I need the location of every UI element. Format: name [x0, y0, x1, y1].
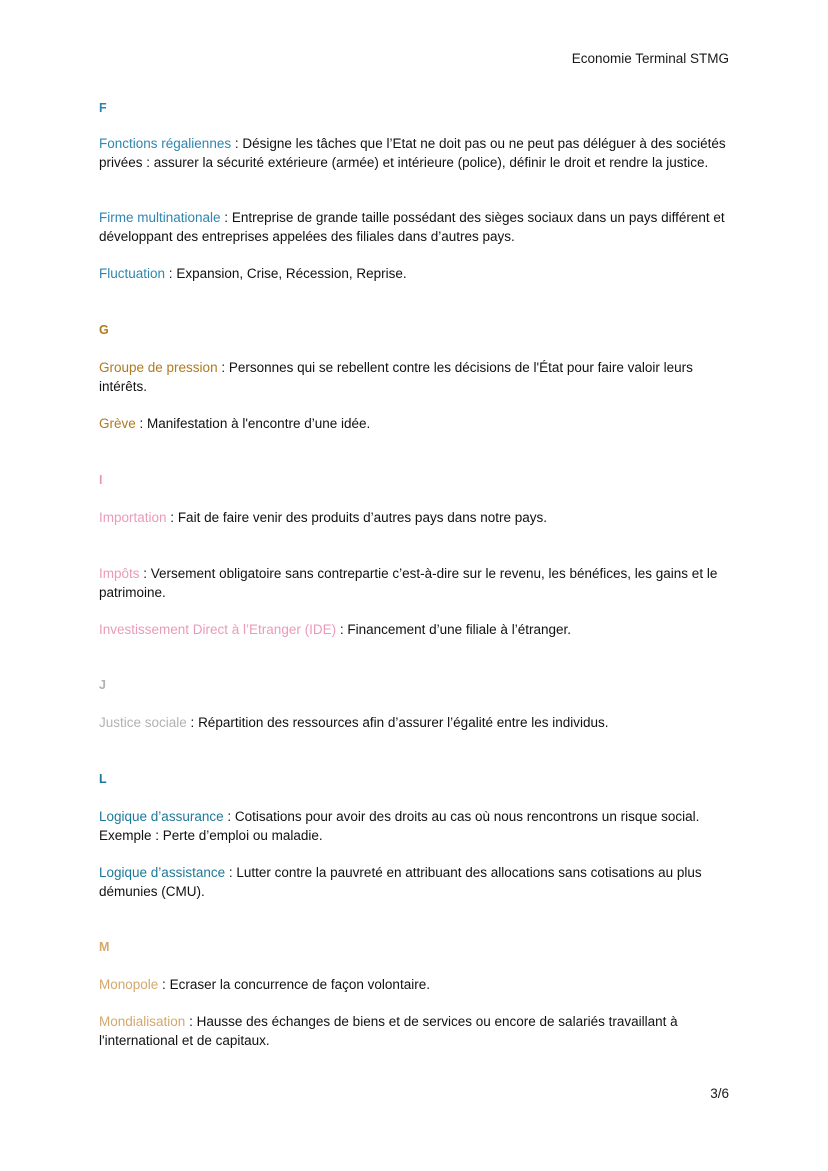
glossary-definition: Désigne les tâches que l’Etat ne doit pas ou ne peut pas déléguer à des sociétés privées : assurer la sécurité extérieure (armée) et intérieure (police), définir le droit et rendre la justice. — [99, 136, 726, 170]
glossary-definition: Expansion, Crise, Récession, Reprise. — [176, 266, 407, 281]
glossary-definition: Répartition des ressources afin d’assurer l’égalité entre les individus. — [198, 715, 609, 730]
glossary-term: Impôts — [99, 566, 140, 581]
glossary-term: Importation — [99, 510, 167, 525]
glossary-definition-example: Exemple : Perte d’emploi ou maladie. — [99, 827, 323, 843]
term-separator: : — [135, 416, 148, 431]
term-separator: : — [165, 266, 177, 281]
glossary-definition: Cotisations pour avoir des droits au cas où nous rencontrons un risque social. — [234, 809, 700, 824]
glossary-term: Monopole — [99, 977, 159, 992]
glossary-term: Groupe de pression — [99, 360, 218, 375]
glossary-term: Fluctuation — [99, 266, 166, 281]
section-letter-l: L — [99, 772, 107, 786]
term-separator: : — [220, 210, 232, 225]
page-header: Economie Terminal STMG — [571, 51, 729, 66]
glossary-definition: Lutter contre la pauvreté en attribuant des allocations sans cotisations au plus démunies (CMU). — [99, 865, 702, 899]
glossary-term: Logique d’assistance — [99, 865, 226, 880]
glossary-entry-justice-sociale — [99, 714, 739, 733]
glossary-term: Mondialisation — [99, 1014, 186, 1029]
glossary-entry-fonctions-regaliennes — [99, 135, 739, 172]
glossary-entry-groupe-de-pression — [99, 359, 739, 396]
glossary-definition: Versement obligatoire sans contrepartie c’est-à-dire sur le revenu, les bénéfices, les gains et le patrimoine. — [99, 566, 718, 600]
glossary-term: Firme multinationale — [99, 210, 221, 225]
glossary-term: Investissement Direct à l’Etranger (IDE) — [99, 622, 337, 637]
glossary-term: Justice sociale — [99, 715, 187, 730]
term-separator: : — [139, 566, 151, 581]
glossary-definition: Personnes qui se rebellent contre les décisions de l'État pour faire valoir leurs intérêts. — [99, 360, 693, 394]
term-separator: : — [158, 977, 170, 992]
glossary-definition: Hausse des échanges de biens et de services ou encore de salariés travaillant à l'international et de capitaux. — [99, 1014, 678, 1048]
section-letter-m: M — [99, 940, 110, 954]
glossary-term: Grève — [99, 416, 136, 431]
term-separator: : — [336, 622, 348, 637]
term-separator: : — [223, 809, 235, 824]
glossary-term: Logique d’assurance — [99, 809, 224, 824]
glossary-entry-importation — [99, 509, 739, 528]
glossary-entry-logique-assurance — [99, 808, 739, 845]
glossary-entry-fluctuation — [99, 265, 739, 284]
glossary-definition: Ecraser la concurrence de façon volontaire. — [169, 977, 430, 992]
glossary-entry-firme-multinationale — [99, 209, 739, 246]
page-number: 3/6 — [710, 1086, 729, 1101]
glossary-entry-logique-assistance — [99, 864, 739, 901]
section-letter-i: I — [99, 473, 103, 487]
glossary-definition: Entreprise de grande taille possédant des sièges sociaux dans un pays différent et développant des entreprises appelées des filiales dans d’autres pays. — [99, 210, 725, 244]
glossary-term: Fonctions régaliennes — [99, 136, 232, 151]
glossary-entry-mondialisation — [99, 1013, 739, 1050]
term-separator: : — [231, 136, 243, 151]
section-letter-f: F — [99, 101, 107, 115]
term-separator: : — [225, 865, 237, 880]
term-separator: : — [166, 510, 178, 525]
glossary-definition: Manifestation à l'encontre d’une idée. — [147, 416, 371, 431]
glossary-entry-ide — [99, 621, 739, 640]
glossary-entry-impots — [99, 565, 739, 602]
term-separator: : — [217, 360, 229, 375]
section-letter-g: G — [99, 323, 109, 337]
glossary-definition: Fait de faire venir des produits d’autres pays dans notre pays. — [177, 510, 548, 525]
term-separator: : — [185, 1014, 197, 1029]
glossary-entry-greve — [99, 415, 739, 434]
term-separator: : — [186, 715, 199, 730]
glossary-definition: Financement d’une filiale à l’étranger. — [347, 622, 571, 637]
section-letter-j: J — [99, 678, 106, 692]
glossary-entry-monopole — [99, 976, 739, 995]
